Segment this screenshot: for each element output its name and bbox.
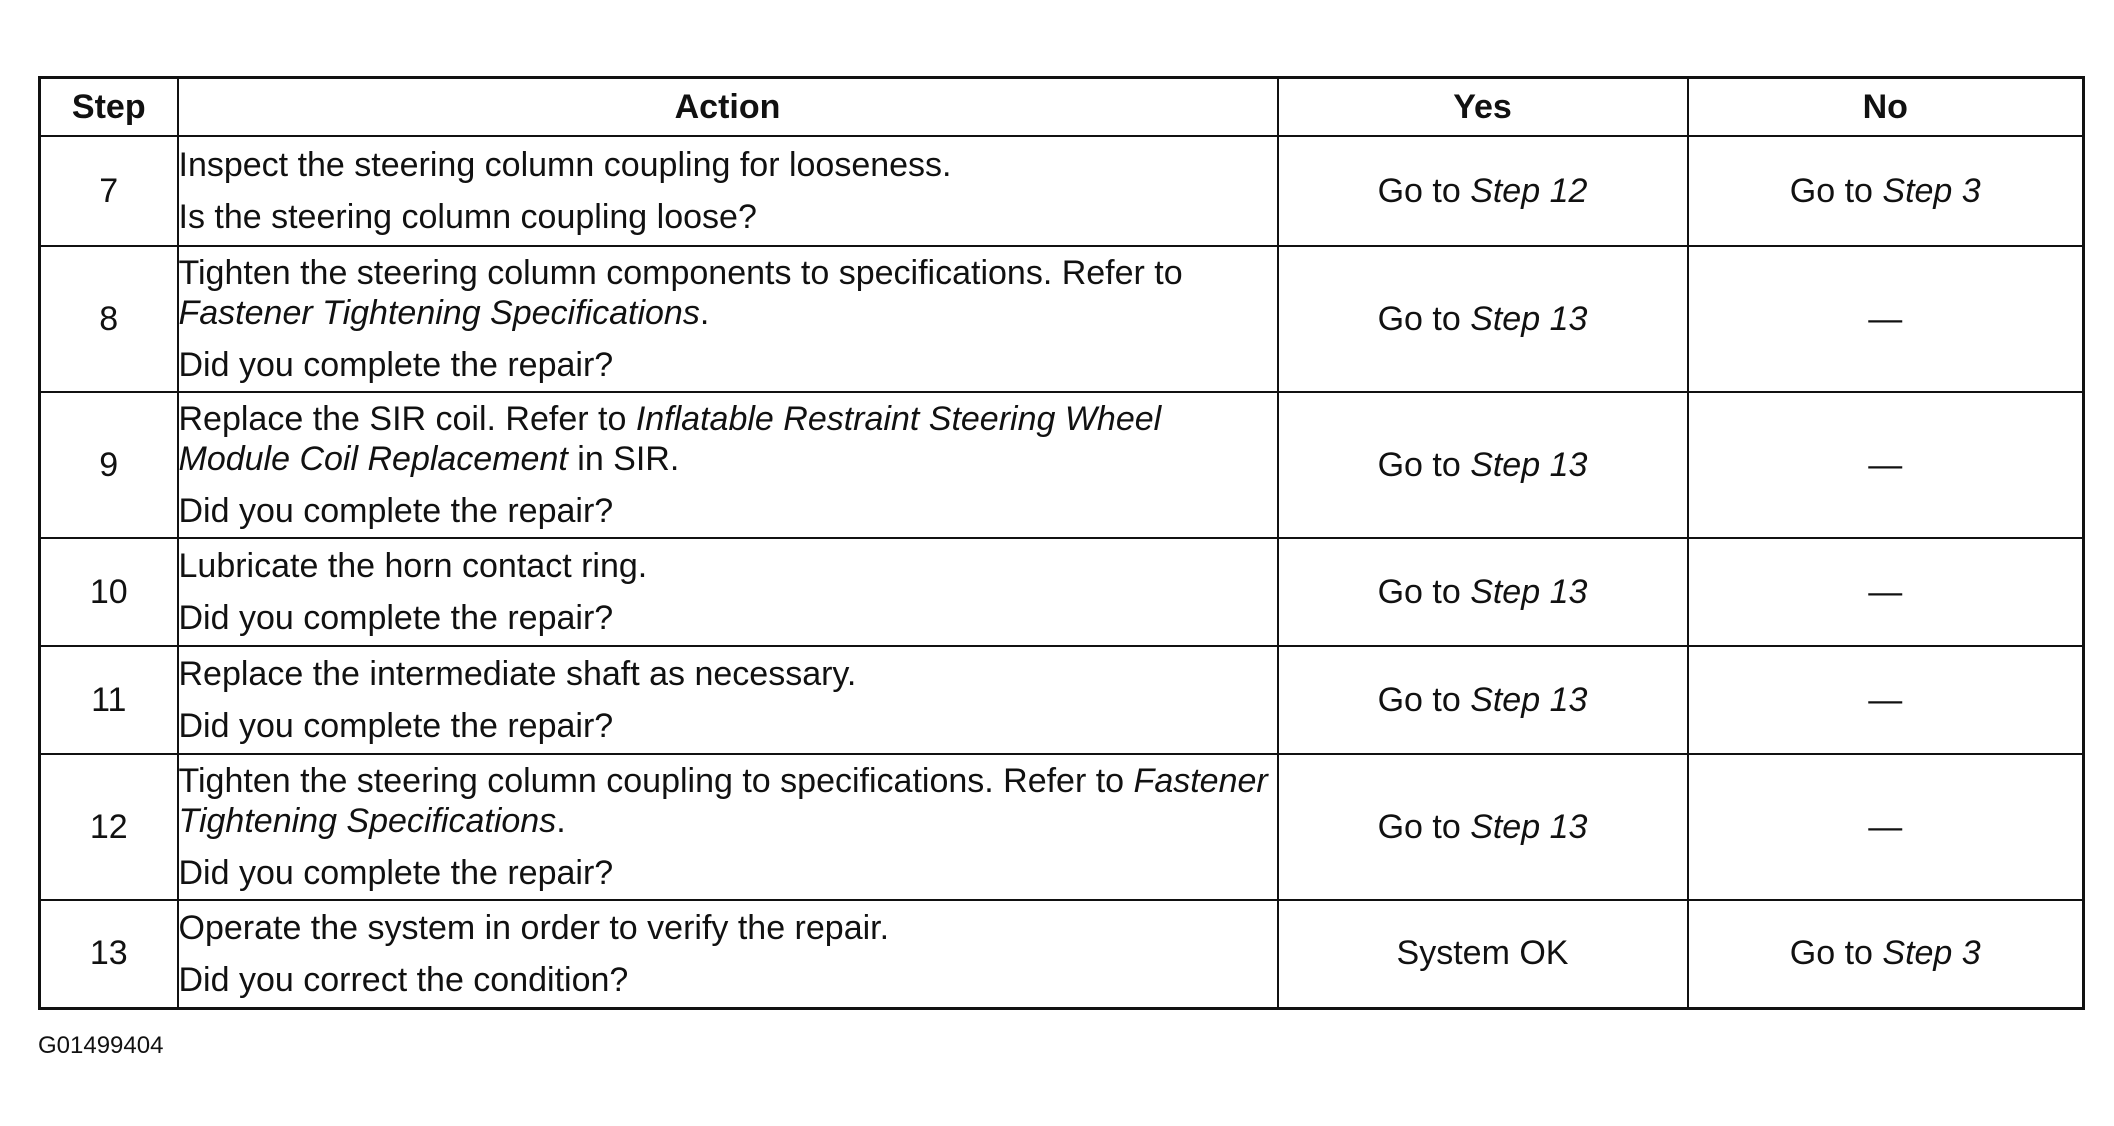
header-step: Step	[40, 78, 178, 137]
action-question: Is the steering column coupling loose?	[178, 198, 757, 236]
no-result	[1688, 538, 2084, 646]
header-no: No	[1688, 78, 2084, 137]
instruction-text: Tighten the steering column components to specifications. Refer to	[178, 254, 1183, 292]
instruction-text: Replace the SIR coil. Refer to	[178, 400, 636, 438]
action-cell	[178, 900, 1278, 1008]
action-instruction	[179, 253, 1277, 333]
step-reference: Step 3	[1882, 934, 1981, 973]
table-body	[40, 136, 2084, 1008]
goto-prefix: Go to	[1377, 680, 1471, 719]
goto-prefix: Go to	[1377, 445, 1471, 484]
no-result	[1688, 136, 2084, 246]
reference-title: Fastener Tightening Specifications	[178, 294, 700, 332]
instruction-text: Replace the intermediate shaft as necessary.	[178, 655, 857, 693]
step-reference: Step 13	[1470, 299, 1588, 338]
dash-mark: —	[1868, 807, 1903, 846]
step-number: 10	[40, 538, 178, 646]
action-instruction	[179, 908, 1277, 948]
action-cell	[178, 754, 1278, 900]
action-cell	[178, 392, 1278, 538]
step-number: 11	[40, 646, 178, 754]
action-question: Did you complete the repair?	[178, 346, 614, 384]
diagnostic-table	[38, 76, 2085, 1010]
action-question: Did you complete the repair?	[178, 492, 614, 530]
figure-id: G01499404	[38, 1032, 164, 1059]
step-reference: Step 13	[1470, 680, 1588, 719]
action-question: Did you complete the repair?	[178, 854, 614, 892]
instruction-text: in SIR.	[567, 440, 680, 478]
instruction-text: Lubricate the horn contact ring.	[178, 547, 648, 585]
goto-prefix: Go to	[1377, 171, 1471, 210]
yes-result	[1278, 246, 1688, 392]
table-row	[40, 538, 2084, 646]
no-result	[1688, 646, 2084, 754]
goto-prefix: Go to	[1789, 934, 1883, 973]
action-instruction	[179, 654, 1277, 694]
step-reference: Step 13	[1470, 807, 1588, 846]
step-number: 13	[40, 900, 178, 1008]
instruction-text: Operate the system in order to verify the repair.	[178, 908, 890, 947]
step-number: 12	[40, 754, 178, 900]
instruction-text: .	[699, 294, 710, 332]
yes-result	[1278, 538, 1688, 646]
action-cell	[178, 246, 1278, 392]
dash-mark: —	[1868, 445, 1903, 484]
goto-prefix: Go to	[1377, 807, 1471, 846]
action-question: Did you complete the repair?	[178, 599, 614, 637]
yes-result	[1278, 900, 1688, 1008]
dash-mark: —	[1868, 572, 1903, 611]
yes-result	[1278, 136, 1688, 246]
goto-prefix: Go to	[1377, 572, 1471, 611]
step-number: 8	[40, 246, 178, 392]
step-reference: Step 12	[1470, 171, 1588, 210]
action-instruction	[179, 546, 1277, 586]
table-row	[40, 754, 2084, 900]
action-cell	[178, 646, 1278, 754]
action-cell	[178, 136, 1278, 246]
yes-result	[1278, 646, 1688, 754]
step-reference: Step 3	[1882, 171, 1981, 210]
dash-mark: —	[1868, 299, 1903, 338]
table-row	[40, 392, 2084, 538]
instruction-text: .	[556, 802, 566, 840]
action-question: Did you correct the condition?	[178, 960, 629, 999]
reference-title: Fastener Tightening Specifications	[178, 762, 1268, 840]
instruction-text: Inspect the steering column coupling for looseness.	[178, 146, 952, 184]
goto-prefix: Go to	[1789, 171, 1883, 210]
header-row	[40, 78, 2084, 137]
reference-title: Inflatable Restraint Steering Wheel Module Coil Replacement	[178, 400, 1162, 478]
table-row	[40, 900, 2084, 1008]
table-row	[40, 246, 2084, 392]
no-result	[1688, 392, 2084, 538]
header-action: Action	[178, 78, 1278, 137]
step-number: 7	[40, 136, 178, 246]
action-instruction	[179, 145, 1277, 185]
step-reference: Step 13	[1470, 572, 1588, 611]
action-instruction	[179, 761, 1277, 841]
goto-prefix: Go to	[1377, 299, 1471, 338]
action-instruction	[179, 399, 1277, 479]
action-cell	[178, 538, 1278, 646]
step-reference: Step 13	[1470, 445, 1588, 484]
table-row	[40, 136, 2084, 246]
yes-result	[1278, 754, 1688, 900]
action-question: Did you complete the repair?	[178, 707, 614, 745]
table-row	[40, 646, 2084, 754]
no-result	[1688, 900, 2084, 1008]
yes-result	[1278, 392, 1688, 538]
instruction-text: Tighten the steering column coupling to specifications. Refer to	[178, 762, 1134, 800]
no-result	[1688, 246, 2084, 392]
header-yes: Yes	[1278, 78, 1688, 137]
result-text: System OK	[1396, 934, 1569, 973]
step-number: 9	[40, 392, 178, 538]
dash-mark: —	[1868, 680, 1903, 719]
no-result	[1688, 754, 2084, 900]
